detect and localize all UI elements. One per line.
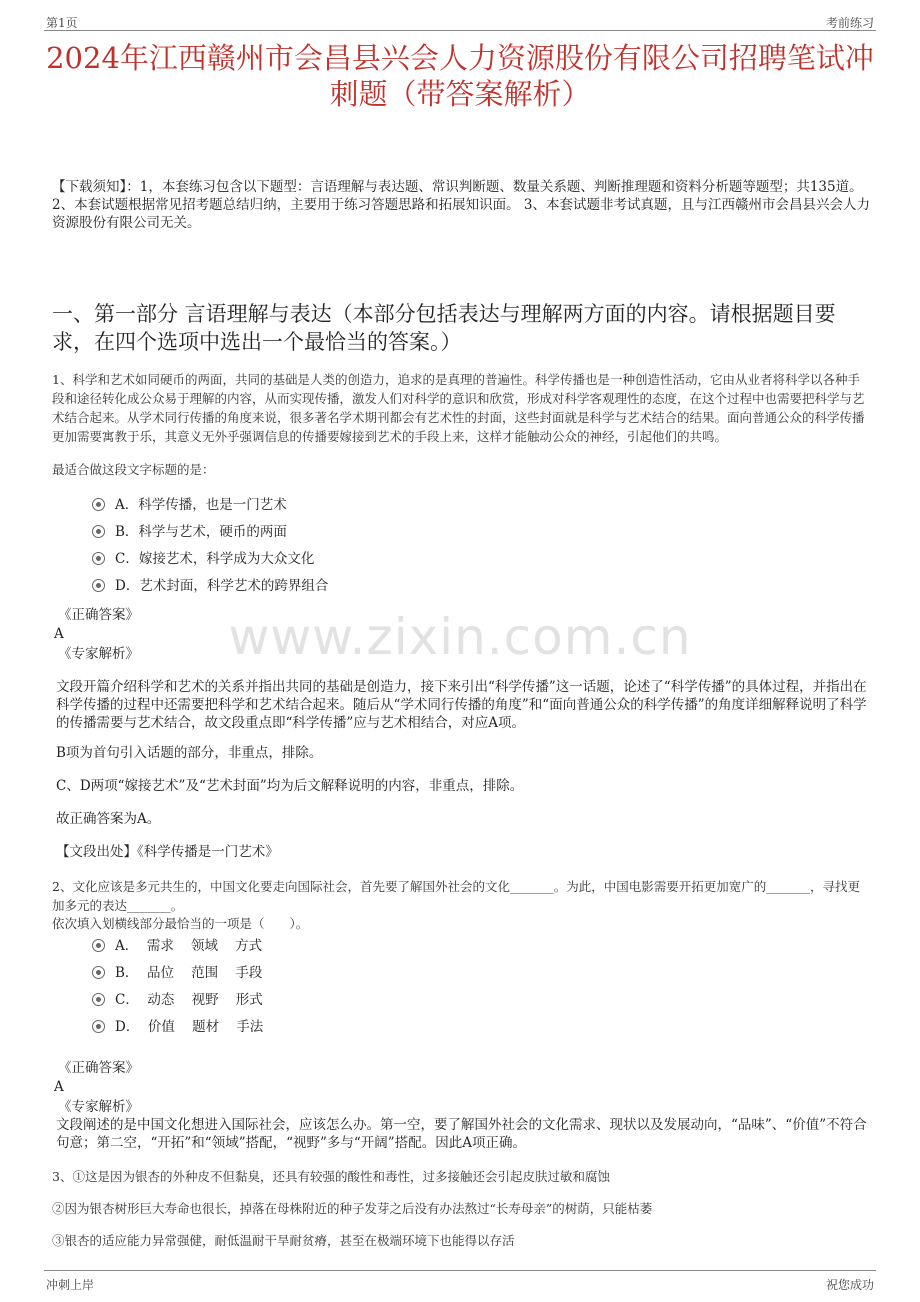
- question-3-line-3: ③银杏的适应能力异常强健，耐低温耐干旱耐贫瘠，甚至在极端环境下也能得以存活: [52, 1233, 515, 1248]
- q1-option-a[interactable]: A．科学传播，也是一门艺术: [92, 494, 287, 516]
- q2-option-b[interactable]: B． 品位 范围 手段: [92, 962, 262, 984]
- footer-right: 祝您成功: [825, 1278, 874, 1292]
- q2-option-d[interactable]: D． 价值 题材 手法: [92, 1016, 263, 1038]
- page-footer: [44, 1270, 876, 1293]
- download-notice: 【下载须知】：1，本套练习包含以下题型：言语理解与表达题、常识判断题、数量关系题、判断推理题和资料分析题等题型；共135道。 2、本套试题根据常见招考题总结归纳，主要用于练习答题思路和拓展知识面。 3、本套试题非考试真题，且与江西赣州市会昌县兴会人力资源股份有限公司无关。: [52, 179, 870, 231]
- q1-answer: A: [54, 626, 64, 642]
- q2-answer: A: [54, 1079, 64, 1095]
- q2-analysis-label: 《专家解析》: [58, 1099, 139, 1115]
- radio-icon[interactable]: [92, 579, 105, 592]
- question-2-prompt: 依次填入划横线部分最恰当的一项是（ ）。: [52, 916, 309, 931]
- question-3-line-2: ②因为银杏树形巨大寿命也很长，掉落在母株附近的种子发芽之后没有办法熬过“长寿母亲”的树荫，只能枯萎: [52, 1201, 653, 1216]
- q2-option-a[interactable]: A． 需求 领域 方式: [92, 935, 262, 957]
- page-number: 第1页: [46, 16, 78, 30]
- radio-icon[interactable]: [92, 993, 105, 1006]
- q1-source: 【文段出处】《科学传播是一门艺术》: [56, 844, 279, 860]
- radio-icon[interactable]: [92, 1020, 105, 1033]
- radio-icon[interactable]: [92, 552, 105, 565]
- radio-icon[interactable]: [92, 939, 105, 952]
- q1-option-d[interactable]: D．艺术封面，科学艺术的跨界组合: [92, 575, 328, 597]
- question-1-text: 1、科学和艺术如同硬币的两面，共同的基础是人类的创造力，追求的是真理的普遍性。科学传播也是一种创造性活动，它由从业者将科学以各种手段和途径转化成公众易于理解的内容，从而实现传播，激发人们对科学的意识和欣赏，形成对科学客观理性的态度，在这个过程中也需要把科学与艺术结合起来。从学术同行传播的角度来说，很多著名学术期刊都会有艺术性的封面，这些封面就是科学与艺术结合的结果。面向普通公众的科学传播更加需要寓教于乐，其意义无外乎强调信息的传播要嫁接到艺术的手段上来，这样才能触动公众的神经，引起他们的共鸣。: [52, 372, 865, 444]
- q1-analysis-paragraph: 文段开篇介绍科学和艺术的关系并指出共同的基础是创造力，接下来引出“科学传播”这一话题，论述了“科学传播”的具体过程，并指出在科学传播的过程中还需要把科学和艺术结合起来。随后从“学术同行传播的角度”和“面向普通公众的科学传播”的角度详细解释说明了科学的传播需要与艺术结合，故文段重点即“科学传播”应与艺术相结合，对应A项。: [56, 679, 867, 731]
- q2-answer-label: 《正确答案》: [58, 1060, 139, 1076]
- header-tag: 考前练习: [825, 16, 874, 30]
- footer-left: 冲刺上岸: [46, 1278, 95, 1292]
- q2-analysis: 文段阐述的是中国文化想进入国际社会，应该怎么办。第一空，要了解国外社会的文化需求、现状以及发展动向，“品味”、“价值”不符合句意；第二空，“开拓”和“领域”搭配，“视野”多与“开阔”搭配。因此A项正确。: [56, 1117, 867, 1151]
- section-title: 一、第一部分 言语理解与表达（本部分包括表达与理解两方面的内容。请根据题目要求，在四个选项中选出一个最恰当的答案。）: [52, 302, 836, 354]
- radio-icon[interactable]: [92, 498, 105, 511]
- question-1-prompt: 最适合做这段文字标题的是：: [52, 462, 215, 477]
- page-header: [44, 10, 876, 31]
- question-2-text: 2、文化应该是多元共生的，中国文化要走向国际社会，首先要了解国外社会的文化_______。为此，中国电影需要开拓更加宽广的_______，寻找更加多元的表达_______。: [52, 879, 860, 913]
- q1-analysis-conclusion: 故正确答案为A。: [56, 811, 161, 827]
- radio-icon[interactable]: [92, 966, 105, 979]
- q1-option-b[interactable]: B．科学与艺术，硬币的两面: [92, 521, 287, 543]
- document-title: 2024年江西赣州市会昌县兴会人力资源股份有限公司招聘笔试冲刺题（带答案解析）: [46, 41, 874, 111]
- q1-analysis-cd: C、D两项“嫁接艺术”及“艺术封面”均为后文解释说明的内容，非重点，排除。: [56, 778, 524, 794]
- q1-option-c[interactable]: C．嫁接艺术，科学成为大众文化: [92, 548, 314, 570]
- q2-option-c[interactable]: C． 动态 视野 形式: [92, 989, 263, 1011]
- question-3-line-1: 3、①这是因为银杏的外种皮不但黏臭，还具有较强的酸性和毒性，过多接触还会引起皮肤过敏和腐蚀: [52, 1169, 610, 1184]
- q1-answer-label: 《正确答案》: [58, 607, 139, 623]
- radio-icon[interactable]: [92, 525, 105, 538]
- watermark: www.zixin.com.cn: [228, 608, 692, 666]
- q1-analysis-label: 《专家解析》: [58, 646, 139, 662]
- q1-analysis-b: B项为首句引入话题的部分，非重点，排除。: [56, 745, 323, 761]
